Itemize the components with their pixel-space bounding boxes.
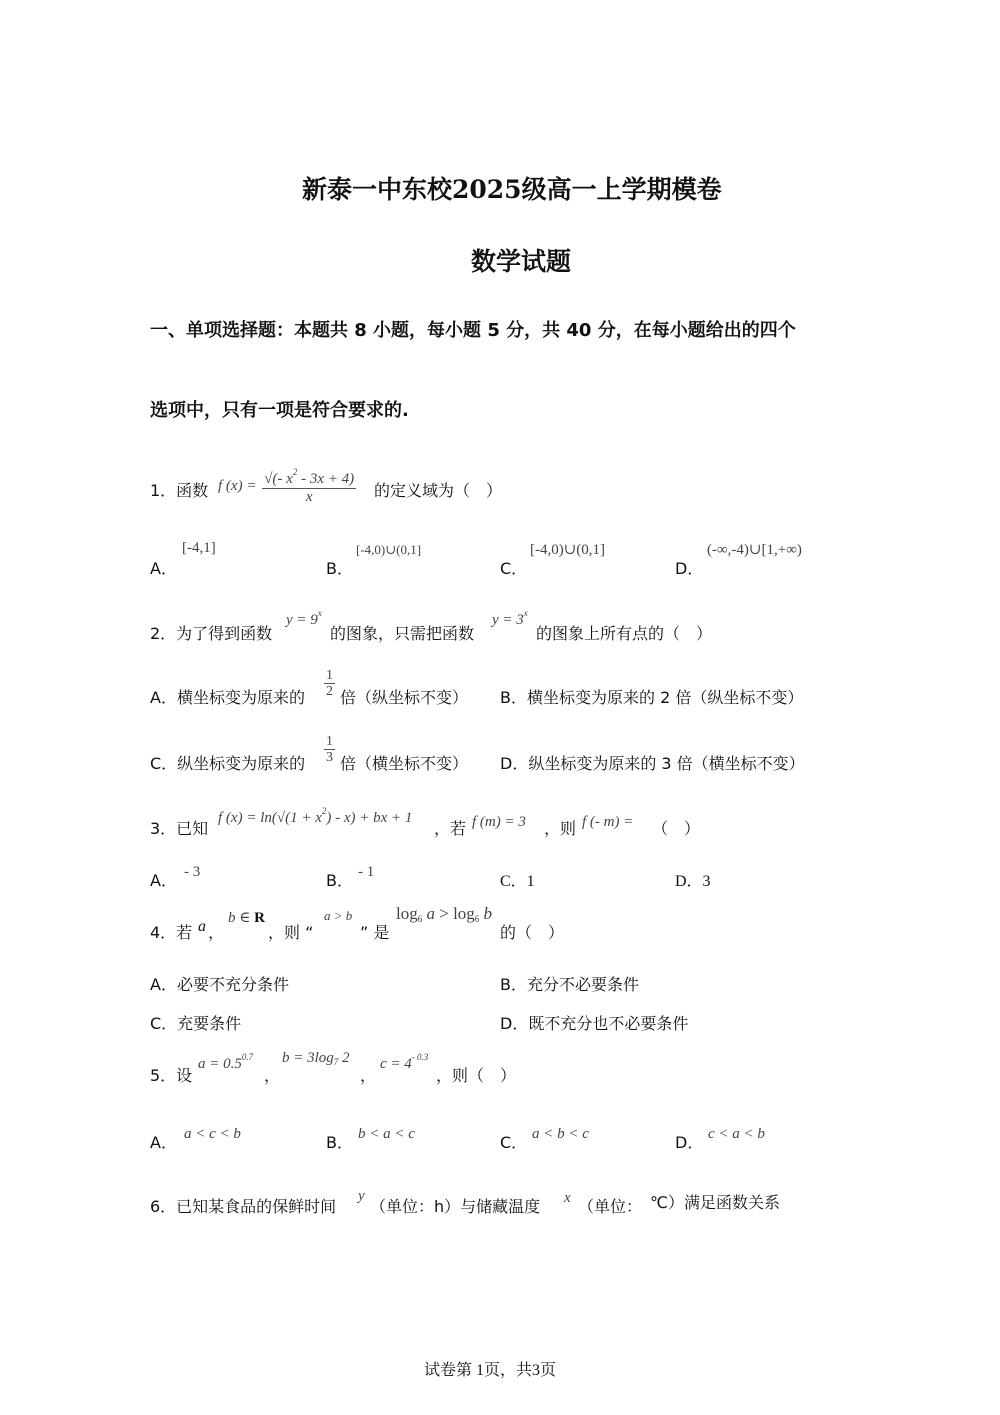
question-2-function-a: $y = 9^x$ <box>286 608 322 628</box>
option-b-label: B． <box>326 1133 353 1152</box>
question-5-c: $c = 4^{- 0.3}$ <box>380 1052 429 1072</box>
option-b-value: [-4,0)∪(0,1] <box>356 542 422 557</box>
option-c-label: C． <box>500 1133 528 1152</box>
question-1-tail: 的定义域为（ ） <box>374 481 503 500</box>
option-b-text: B．横坐标变为原来的 2 倍（纵坐标不变） <box>500 688 804 707</box>
question-2-options-ab <box>150 666 850 706</box>
question-6-unit3: ℃）满足函数关系 <box>650 1193 780 1212</box>
option-d-value: c < a < b <box>708 1126 765 1142</box>
question-3-condition: f (m) = 3 <box>472 814 526 830</box>
option-c-text-end: 倍（横坐标不变） <box>340 754 469 773</box>
question-2 <box>150 606 850 642</box>
option-b-label: B． <box>326 559 353 578</box>
question-2-mid: 的图象，只需把函数 <box>330 624 475 643</box>
question-6-unit2: （单位： <box>578 1197 643 1216</box>
question-5-stem: 5．设 <box>150 1066 193 1085</box>
option-d-text: D．3 <box>675 873 711 890</box>
question-4-mid1: ，则 “ <box>268 923 314 942</box>
question-4-stem: 4．若 <box>150 923 193 942</box>
question-4-mid2: ” 是 <box>360 923 390 942</box>
question-2-options-cd <box>150 732 850 776</box>
question-6-var-x: x <box>564 1190 571 1206</box>
question-4-var-a: a <box>198 918 206 935</box>
question-3-stem: 3．已知 <box>150 819 209 838</box>
page-title: 新泰一中东校2025级高一上学期模卷 <box>302 175 722 204</box>
option-a-text: A．必要不充分条件 <box>150 975 289 994</box>
question-4-domain: b ∈ R <box>228 910 265 926</box>
question-3-target: f (- m) = <box>582 814 634 830</box>
question-5-tail: ，则（ ） <box>436 1066 517 1085</box>
question-5-options <box>150 1124 850 1152</box>
question-3-tail: （ ） <box>652 819 701 838</box>
question-3-options <box>150 862 850 888</box>
question-3 <box>150 804 850 836</box>
option-b-text: B．充分不必要条件 <box>500 975 639 994</box>
option-a-fraction: $\frac{1}{2}$ <box>326 668 333 700</box>
question-4-tail: 的（ ） <box>500 923 565 942</box>
question-4 <box>150 904 850 940</box>
option-a-label: A． <box>150 1133 177 1152</box>
page-subtitle: 数学试题 <box>471 247 572 276</box>
question-2-stem: 2．为了得到函数 <box>150 624 273 643</box>
option-c-text: C．充要条件 <box>150 1014 242 1033</box>
option-b-label: B． <box>326 871 353 890</box>
question-3-mid1: ，若 <box>434 819 467 838</box>
question-5-b: $b = 3\log_7$ 2 <box>282 1050 350 1067</box>
option-a-text: A．横坐标变为原来的 <box>150 688 305 707</box>
option-c-text: C．1 <box>500 873 535 890</box>
question-3-mid2: ，则 <box>544 819 577 838</box>
question-6-stem: 6．已知某食品的保鲜时间 <box>150 1197 337 1216</box>
option-c-label: C． <box>500 559 528 578</box>
option-a-value: a < c < b <box>184 1126 241 1142</box>
option-b-value: b < a < c <box>358 1126 415 1142</box>
section-heading-line2: 选项中，只有一项是符合要求的. <box>150 400 409 421</box>
question-6 <box>150 1186 850 1216</box>
question-1-options <box>150 538 850 578</box>
option-c-value: [-4,0)∪(0,1] <box>530 542 606 558</box>
option-d-text: D．纵坐标变为原来的 3 倍（横坐标不变） <box>500 754 805 773</box>
question-4-cond-p: a > b <box>324 908 353 923</box>
option-a-value: [-4,1] <box>182 540 216 556</box>
question-2-function-b: $y = 3^x$ <box>492 608 528 628</box>
option-a-label: A． <box>150 871 177 890</box>
option-b-value: - 1 <box>358 864 375 880</box>
option-a-value: - 3 <box>184 864 201 880</box>
question-5 <box>150 1046 850 1086</box>
option-d-text: D．既不充分也不必要条件 <box>500 1014 689 1033</box>
option-a-text-end: 倍（纵坐标不变） <box>340 688 469 707</box>
question-2-tail: 的图象上所有点的（ ） <box>536 624 713 643</box>
question-3-function: f $(x) = \ln(√(1 + x^2) - x)$ + bx + 1 <box>218 806 413 826</box>
question-4-comma: ， <box>208 923 225 942</box>
option-a-label: A． <box>150 559 177 578</box>
option-d-label: D． <box>675 1133 704 1152</box>
option-d-value: (-∞,-4)∪[1,+∞) <box>707 542 802 558</box>
question-6-unit1: （单位：h）与储藏温度 <box>370 1197 541 1216</box>
option-d-label: D． <box>675 559 704 578</box>
question-4-cond-q: $\log_6 a > \log_6 b$ <box>396 904 493 924</box>
option-c-text: C．纵坐标变为原来的 <box>150 754 306 773</box>
section-heading-line1: 一、单项选择题：本题共 8 小题，每小题 5 分，共 40 分，在每小题给出的四个 <box>150 320 796 341</box>
question-5-sep1: ， <box>264 1066 281 1085</box>
question-5-sep2: ， <box>360 1066 377 1085</box>
question-5-a: $a = 0.5^{0.7}$ <box>198 1052 254 1072</box>
option-c-value: a < b < c <box>532 1126 589 1142</box>
question-1-stem: 1．函数 <box>150 481 209 500</box>
option-c-fraction: $\frac{1}{3}$ <box>326 734 333 766</box>
question-1-function: f (x) = $\frac{√(- x^2 - 3x + 4)}{x}$ <box>218 467 355 505</box>
page-footer: 试卷第 1页，共3页 <box>424 1362 557 1379</box>
question-6-var-y: y <box>358 1188 365 1204</box>
